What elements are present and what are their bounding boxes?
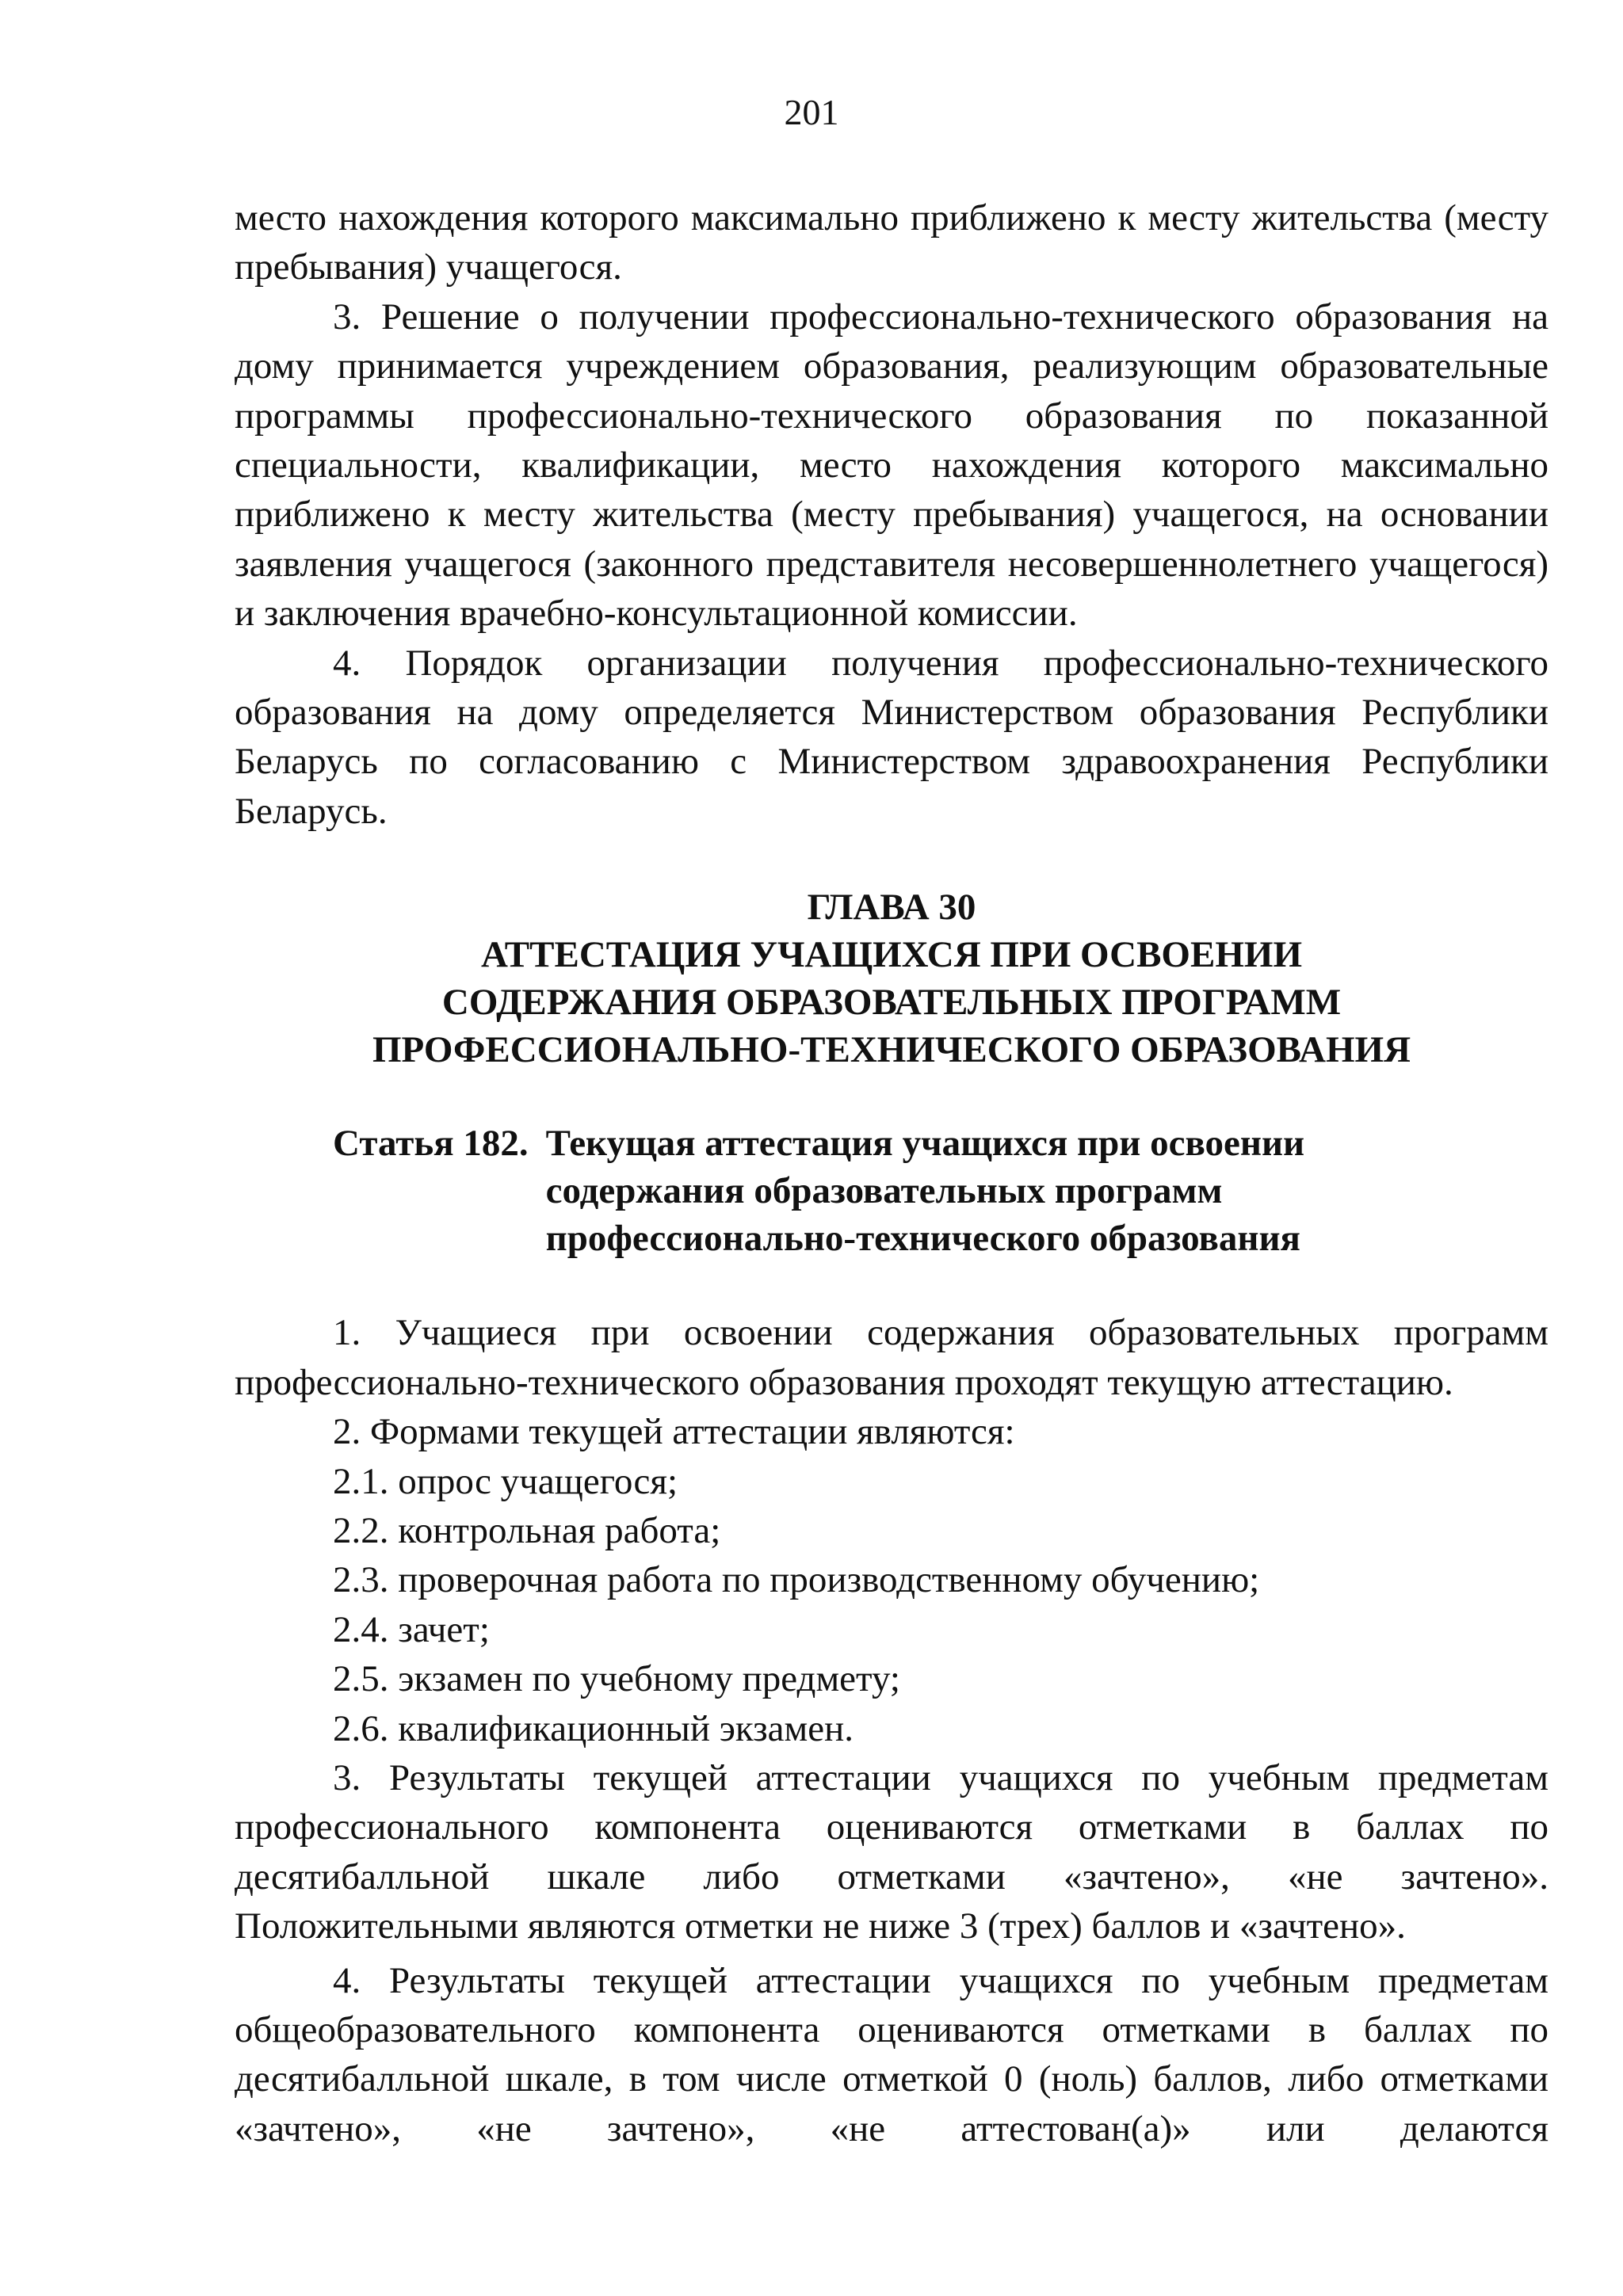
paragraph-intro-3: 3. Решение о получении профессионально-технического образования на дому принимается учреждением образования, реализующим образовательные программы профессионально-технического образования по показанной специальности, квалификации, место нахождения которого максимально приближено к месту жительства (месту пребывания) учащегося, на основании заявления учащегося (законного представителя несовершеннолетнего учащегося) и заключения врачебно-консультационной комиссии.	[235, 296, 1549, 635]
article-title-line-3: профессионально-технического образования	[545, 1218, 1300, 1260]
chapter-title-line-3: ПРОФЕССИОНАЛЬНО-ТЕХНИЧЕСКОГО ОБРАЗОВАНИЯ	[372, 1029, 1411, 1071]
paragraph-intro-4: 4. Порядок организации получения профессионально-технического образования на дому определяется Министерством образования Республики Беларусь по согласованию с Министерством здравоохранения Республики Беларусь.	[235, 642, 1549, 832]
chapter-title-line-1: АТТЕСТАЦИЯ УЧАЩИХСЯ ПРИ ОСВОЕНИИ	[480, 934, 1303, 976]
paragraph-4: 4. Результаты текущей аттестации учащихся по учебным предметам общеобразовательного компонента оцениваются отметками в баллах по десятибалльной шкале, в том числе отметкой 0 (ноль) баллов, либо отметками «зачтено», «не зачтено», «не аттестован(а)» или делаются	[235, 1959, 1549, 2149]
list-item: 2.6. квалификационный экзамен.	[333, 1707, 854, 1749]
article-title-line-2: содержания образовательных программ	[545, 1170, 1223, 1212]
list-item: 2.4. зачет;	[333, 1608, 490, 1650]
chapter-title-line-2: СОДЕРЖАНИЯ ОБРАЗОВАТЕЛЬНЫХ ПРОГРАММ	[441, 982, 1342, 1024]
paragraph-intro-continuation: место нахождения которого максимально приближено к месту жительства (месту пребывания) учащегося.	[235, 197, 1549, 288]
chapter-number: ГЛАВА 30	[807, 887, 976, 929]
article-heading	[333, 1119, 1549, 1262]
chapter-heading	[235, 883, 1549, 1074]
list-item: 2.5. экзамен по учебному предмету;	[333, 1658, 900, 1700]
page-number: 201	[784, 92, 839, 132]
list-item: 2.2. контрольная работа;	[333, 1509, 721, 1551]
paragraph-1: 1. Учащиеся при освоении содержания образовательных программ профессионально-технического образования проходят текущую аттестацию.	[235, 1312, 1549, 1403]
article-number: Статья 182.	[333, 1123, 529, 1165]
article-title-line-1: Текущая аттестация учащихся при освоении	[545, 1123, 1305, 1165]
article-title	[546, 1119, 1304, 1262]
paragraph-2: 2. Формами текущей аттестации являются:	[333, 1411, 1015, 1453]
document-body	[235, 193, 1549, 2153]
list-item: 2.1. опрос учащегося;	[333, 1460, 678, 1502]
paragraph-3: 3. Результаты текущей аттестации учащихся по учебным предметам профессионального компонента оцениваются отметками в баллах по десятибалльной шкале либо отметками «зачтено», «не зачтено». Положительными являются отметки не ниже 3 (трех) баллов и «зачтено».	[235, 1756, 1549, 1947]
list-item: 2.3. проверочная работа по производственному обучению;	[333, 1559, 1260, 1601]
